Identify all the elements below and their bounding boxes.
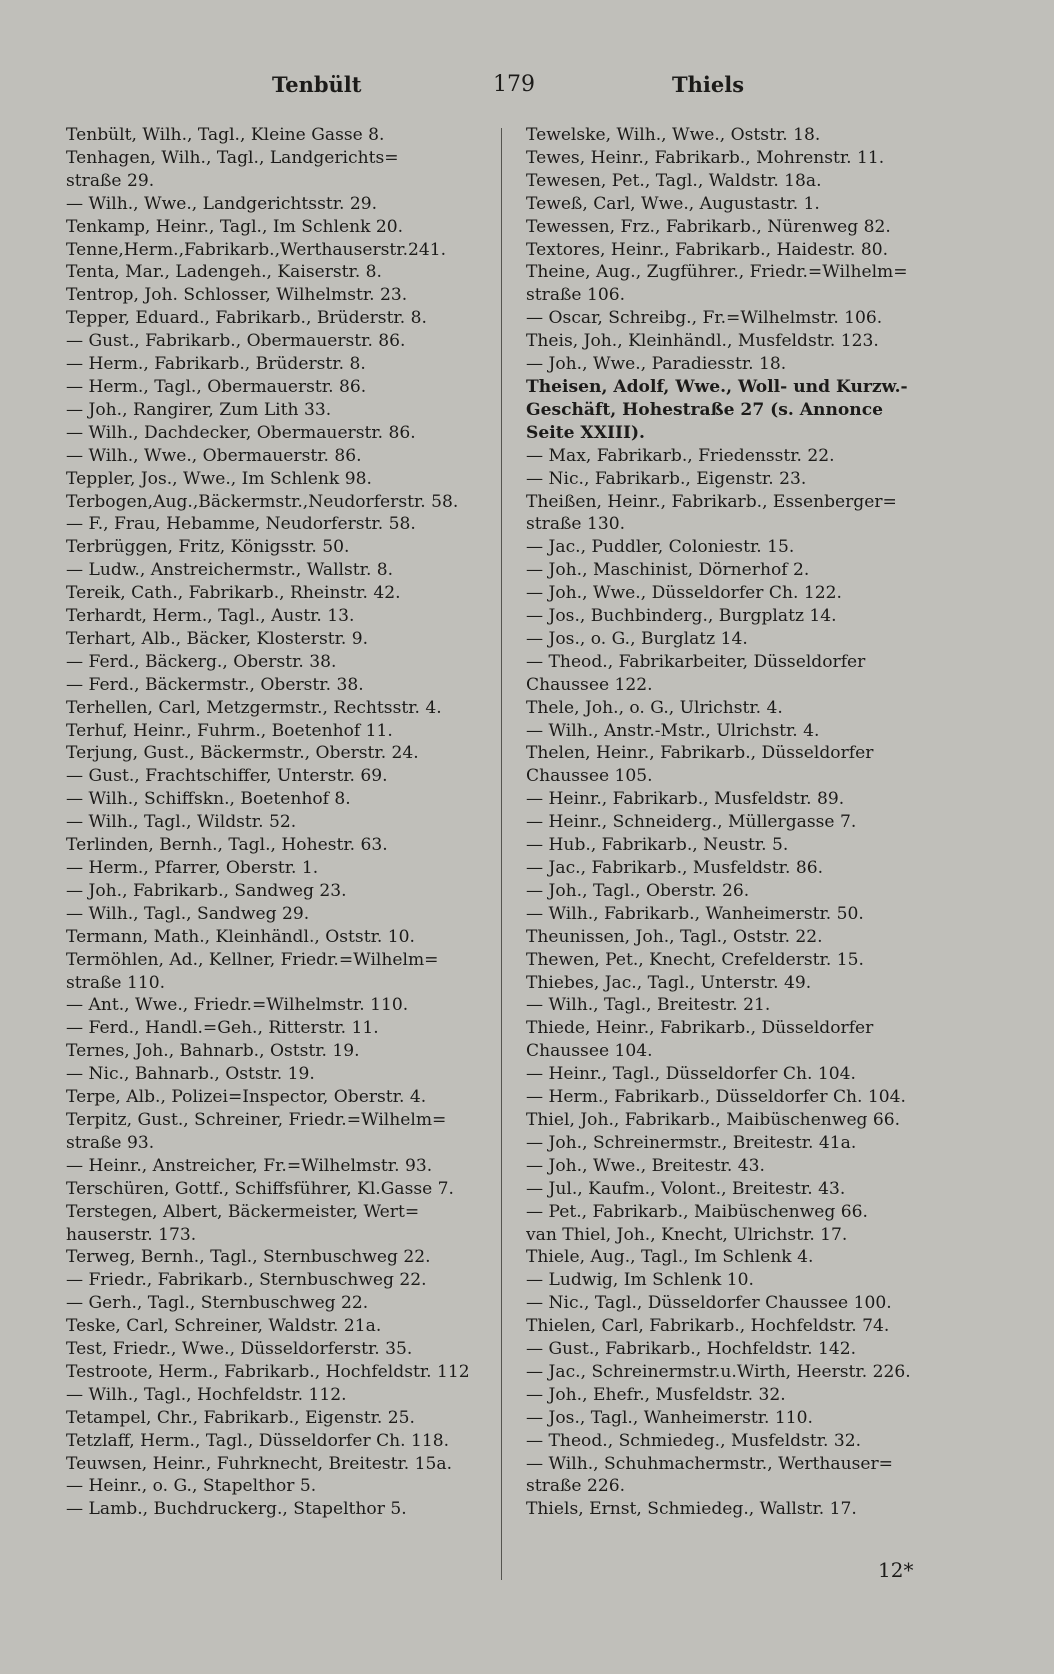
directory-entry-line: Chaussee 104. [526, 1041, 653, 1062]
directory-entry-line: — F., Frau, Hebamme, Neudorferstr. 58. [66, 514, 416, 535]
directory-entry-line: — Jos., Tagl., Wanheimerstr. 110. [526, 1407, 813, 1428]
directory-entry-line: Terpe, Alb., Polizei=Inspector, Oberstr. 4. [66, 1087, 427, 1108]
directory-entry-line: — Herm., Tagl., Obermauerstr. 86. [66, 376, 367, 397]
directory-entry-line: — Wilh., Fabrikarb., Wanheimerstr. 50. [526, 903, 864, 924]
directory-entry-line: — Lamb., Buchdruckerg., Stapelthor 5. [66, 1499, 407, 1520]
directory-entry-line: — Nic., Fabrikarb., Eigenstr. 23. [526, 468, 807, 489]
directory-entry-line: Seite XXIII). [526, 422, 645, 443]
directory-entry-line: Tewessen, Frz., Fabrikarb., Nürenweg 82. [526, 216, 891, 237]
directory-entry-line: Teuwsen, Heinr., Fuhrknecht, Breitestr. 15a. [66, 1453, 453, 1474]
directory-entry-line: Chaussee 105. [526, 766, 653, 787]
directory-entry-line: straße 93. [66, 1132, 155, 1153]
directory-entry-line: Teske, Carl, Schreiner, Waldstr. 21a. [66, 1316, 382, 1337]
directory-entry-line: — Ferd., Bäckermstr., Oberstr. 38. [66, 674, 364, 695]
directory-entry-line: Tereik, Cath., Fabrikarb., Rheinstr. 42. [66, 583, 401, 604]
directory-entry-line: Theißen, Heinr., Fabrikarb., Essenberger= [526, 491, 897, 512]
directory-entry-line: Tenhagen, Wilh., Tagl., Landgerichts= [66, 147, 399, 168]
directory-entry-line: Thele, Joh., o. G., Ulrichstr. 4. [526, 697, 783, 718]
directory-entry-line: Tenne,Herm.,Fabrikarb.,Werthauserstr.241. [66, 239, 447, 260]
directory-entry-line: — Ferd., Bäckerg., Oberstr. 38. [66, 651, 337, 672]
directory-entry-line: — Joh., Wwe., Paradiesstr. 18. [526, 354, 787, 375]
directory-entry-line: Thiel, Joh., Fabrikarb., Maibüschenweg 66. [526, 1109, 901, 1130]
directory-entry-line: Termöhlen, Ad., Kellner, Friedr.=Wilhelm= [66, 949, 439, 970]
directory-entry-line: Test, Friedr., Wwe., Düsseldorferstr. 35. [66, 1339, 413, 1360]
directory-entry-line: straße 29. [66, 170, 155, 191]
signature-mark: 12* [878, 1558, 914, 1582]
directory-entry-line: — Theod., Schmiedeg., Musfeldstr. 32. [526, 1430, 862, 1451]
directory-entry-line: Terhart, Alb., Bäcker, Klosterstr. 9. [66, 628, 369, 649]
directory-entry-line: Thewen, Pet., Knecht, Crefelderstr. 15. [526, 949, 864, 970]
directory-entry-line: Tewesen, Pet., Tagl., Waldstr. 18a. [526, 170, 822, 191]
directory-entry-line: Terbogen,Aug.,Bäckermstr.,Neudorferstr. 58. [66, 491, 459, 512]
directory-entry-line: — Heinr., Anstreicher, Fr.=Wilhelmstr. 93. [66, 1155, 433, 1176]
directory-entry-line: — Jos., o. G., Burglatz 14. [526, 628, 748, 649]
directory-entry-line: Terpitz, Gust., Schreiner, Friedr.=Wilhelm= [66, 1109, 447, 1130]
directory-entry-line: — Heinr., Fabrikarb., Musfeldstr. 89. [526, 789, 845, 810]
directory-entry-line: — Ludw., Anstreichermstr., Wallstr. 8. [66, 560, 394, 581]
directory-entry-line: Thelen, Heinr., Fabrikarb., Düsseldorfer [526, 743, 874, 764]
directory-entry-line: Tenbült, Wilh., Tagl., Kleine Gasse 8. [66, 125, 385, 145]
directory-entry-line: — Wilh., Schuhmachermstr., Werthauser= [526, 1453, 893, 1474]
directory-entry-line: Textores, Heinr., Fabrikarb., Haidestr. 80. [526, 239, 889, 260]
directory-entry-line: — Max, Fabrikarb., Friedensstr. 22. [526, 445, 835, 466]
directory-entry-line: Terstegen, Albert, Bäckermeister, Wert= [66, 1201, 420, 1222]
directory-entry-line: — Heinr., Tagl., Düsseldorfer Ch. 104. [526, 1064, 856, 1085]
directory-entry-line: Theisen, Adolf, Wwe., Woll- und Kurzw.- [526, 376, 908, 397]
directory-entry-line: — Joh., Fabrikarb., Sandweg 23. [66, 880, 347, 901]
header-right-catchword: Thiels [672, 72, 745, 97]
directory-entry-line: — Ferd., Handl.=Geh., Ritterstr. 11. [66, 1018, 379, 1039]
directory-entry-line: — Theod., Fabrikarbeiter, Düsseldorfer [526, 651, 866, 672]
directory-entry-line: — Friedr., Fabrikarb., Sternbuschweg 22. [66, 1270, 427, 1291]
directory-entry-line: straße 130. [526, 514, 626, 535]
directory-entry-line: Teppler, Jos., Wwe., Im Schlenk 98. [66, 468, 372, 489]
page-header [0, 72, 1054, 112]
directory-entry-line: straße 226. [526, 1476, 626, 1497]
directory-entry-line: — Jul., Kaufm., Volont., Breitestr. 43. [526, 1178, 846, 1199]
directory-entry-line: — Joh., Maschinist, Dörnerhof 2. [526, 560, 810, 581]
directory-entry-line: — Jac., Schreinermstr.u.Wirth, Heerstr. 226. [526, 1361, 911, 1382]
directory-entry-line: Tentrop, Joh. Schlosser, Wilhelmstr. 23. [66, 285, 408, 306]
directory-entry-line: Terlinden, Bernh., Tagl., Hohestr. 63. [66, 835, 388, 856]
directory-entry-line: — Wilh., Wwe., Obermauerstr. 86. [66, 445, 362, 466]
directory-entry-line: — Joh., Rangirer, Zum Lith 33. [66, 399, 332, 420]
directory-entry-line: Terhuf, Heinr., Fuhrm., Boetenhof 11. [66, 720, 393, 741]
left-column [66, 124, 504, 1521]
directory-entry-line: — Wilh., Schiffskn., Boetenhof 8. [66, 789, 351, 810]
directory-entry-line: — Heinr., Schneiderg., Müllergasse 7. [526, 812, 857, 833]
directory-entry-line: — Heinr., o. G., Stapelthor 5. [66, 1476, 317, 1497]
directory-entry-line: — Gerh., Tagl., Sternbuschweg 22. [66, 1293, 369, 1314]
directory-entry-line: — Joh., Ehefr., Musfeldstr. 32. [526, 1384, 786, 1405]
directory-entry-line: Terschüren, Gottf., Schiffsführer, Kl.Gasse 7. [66, 1178, 454, 1199]
directory-entry-line: Geschäft, Hohestraße 27 (s. Annonce [526, 399, 884, 420]
directory-entry-line: Theunissen, Joh., Tagl., Oststr. 22. [526, 926, 823, 947]
directory-entry-line: — Pet., Fabrikarb., Maibüschenweg 66. [526, 1201, 868, 1222]
directory-entry-line: — Jac., Fabrikarb., Musfeldstr. 86. [526, 858, 824, 878]
directory-entry-line: — Jac., Puddler, Coloniestr. 15. [526, 537, 795, 558]
directory-entry-line: Theis, Joh., Kleinhändl., Musfeldstr. 123. [526, 331, 879, 352]
directory-entry-line: Tetzlaff, Herm., Tagl., Düsseldorfer Ch. 118. [66, 1430, 450, 1451]
directory-entry-line: — Joh., Schreinermstr., Breitestr. 41a. [526, 1132, 857, 1153]
directory-entry-line: — Hub., Fabrikarb., Neustr. 5. [526, 835, 789, 856]
directory-entry-line: Terjung, Gust., Bäckermstr., Oberstr. 24. [66, 743, 419, 764]
directory-entry-line: — Herm., Fabrikarb., Brüderstr. 8. [66, 354, 366, 375]
directory-entry-line: Thielen, Carl, Fabrikarb., Hochfeldstr. 74. [526, 1316, 890, 1337]
directory-entry-line: — Gust., Fabrikarb., Obermauerstr. 86. [66, 331, 406, 352]
directory-entry-line: — Wilh., Dachdecker, Obermauerstr. 86. [66, 422, 416, 443]
directory-entry-line: Terbrüggen, Fritz, Königsstr. 50. [66, 537, 350, 558]
directory-entry-line: — Gust., Frachtschiffer, Unterstr. 69. [66, 766, 388, 787]
directory-entry-line: straße 106. [526, 285, 626, 306]
directory-entry-line: Teweß, Carl, Wwe., Augustastr. 1. [526, 193, 820, 214]
directory-entry-line: Thiebes, Jac., Tagl., Unterstr. 49. [526, 972, 812, 993]
directory-entry-line: hauserstr. 173. [66, 1224, 197, 1245]
directory-entry-line: — Ant., Wwe., Friedr.=Wilhelmstr. 110. [66, 995, 409, 1016]
directory-entry-line: — Wilh., Tagl., Hochfeldstr. 112. [66, 1384, 347, 1405]
directory-entry-line: — Wilh., Tagl., Wildstr. 52. [66, 812, 297, 833]
directory-entry-line: — Herm., Fabrikarb., Düsseldorfer Ch. 104. [526, 1087, 906, 1108]
directory-entry-line: Tepper, Eduard., Fabrikarb., Brüderstr. 8. [66, 308, 427, 329]
directory-entry-line: — Ludwig, Im Schlenk 10. [526, 1270, 754, 1291]
right-column [526, 124, 970, 1521]
directory-entry-line: Tewelske, Wilh., Wwe., Oststr. 18. [526, 125, 821, 145]
directory-entry-line: Terweg, Bernh., Tagl., Sternbuschweg 22. [66, 1247, 431, 1268]
directory-entry-line: Tewes, Heinr., Fabrikarb., Mohrenstr. 11. [526, 147, 885, 168]
directory-entry-line: — Jos., Buchbinderg., Burgplatz 14. [526, 606, 837, 627]
directory-entry-line: Tenkamp, Heinr., Tagl., Im Schlenk 20. [66, 216, 404, 237]
directory-entry-line: Chaussee 122. [526, 674, 653, 695]
column-divider [501, 128, 502, 1580]
directory-entry-line: — Nic., Tagl., Düsseldorfer Chaussee 100. [526, 1293, 892, 1314]
directory-entry-line: — Joh., Tagl., Oberstr. 26. [526, 880, 750, 901]
directory-entry-line: Thiels, Ernst, Schmiedeg., Wallstr. 17. [526, 1499, 857, 1520]
directory-entry-line: Terhardt, Herm., Tagl., Austr. 13. [66, 606, 355, 627]
directory-entry-line: — Joh., Wwe., Düsseldorfer Ch. 122. [526, 583, 842, 604]
directory-entry-line: — Herm., Pfarrer, Oberstr. 1. [66, 858, 319, 878]
directory-entry-line: — Oscar, Schreibg., Fr.=Wilhelmstr. 106. [526, 308, 883, 329]
directory-entry-line: Terhellen, Carl, Metzgermstr., Rechtsstr. 4. [66, 697, 442, 718]
directory-entry-line: — Wilh., Wwe., Landgerichtsstr. 29. [66, 193, 378, 214]
directory-entry-line: straße 110. [66, 972, 166, 993]
directory-entry-line: Termann, Math., Kleinhändl., Oststr. 10. [66, 926, 415, 947]
directory-entry-line: Thiede, Heinr., Fabrikarb., Düsseldorfer [526, 1018, 874, 1039]
header-left-catchword: Tenbült [272, 72, 362, 97]
directory-entry-line: — Wilh., Tagl., Sandweg 29. [66, 903, 310, 924]
directory-entry-line: Ternes, Joh., Bahnarb., Oststr. 19. [66, 1041, 360, 1062]
directory-entry-line: — Joh., Wwe., Breitestr. 43. [526, 1155, 765, 1176]
directory-entry-line: — Nic., Bahnarb., Oststr. 19. [66, 1064, 315, 1085]
directory-entry-line: van Thiel, Joh., Knecht, Ulrichstr. 17. [526, 1224, 848, 1245]
page-number: 179 [493, 72, 535, 97]
directory-entry-line: — Wilh., Tagl., Breitestr. 21. [526, 995, 771, 1016]
directory-entry-line: Thiele, Aug., Tagl., Im Schlenk 4. [526, 1247, 814, 1268]
directory-entry-line: Theine, Aug., Zugführer., Friedr.=Wilhelm= [526, 262, 908, 283]
directory-entry-line: — Wilh., Anstr.-Mstr., Ulrichstr. 4. [526, 720, 820, 741]
directory-entry-line: — Gust., Fabrikarb., Hochfeldstr. 142. [526, 1339, 857, 1360]
directory-entry-line: Tetampel, Chr., Fabrikarb., Eigenstr. 25. [66, 1407, 415, 1428]
directory-entry-line: Tenta, Mar., Ladengeh., Kaiserstr. 8. [66, 262, 382, 283]
directory-entry-line: Testroote, Herm., Fabrikarb., Hochfeldstr. 112 [66, 1361, 470, 1382]
